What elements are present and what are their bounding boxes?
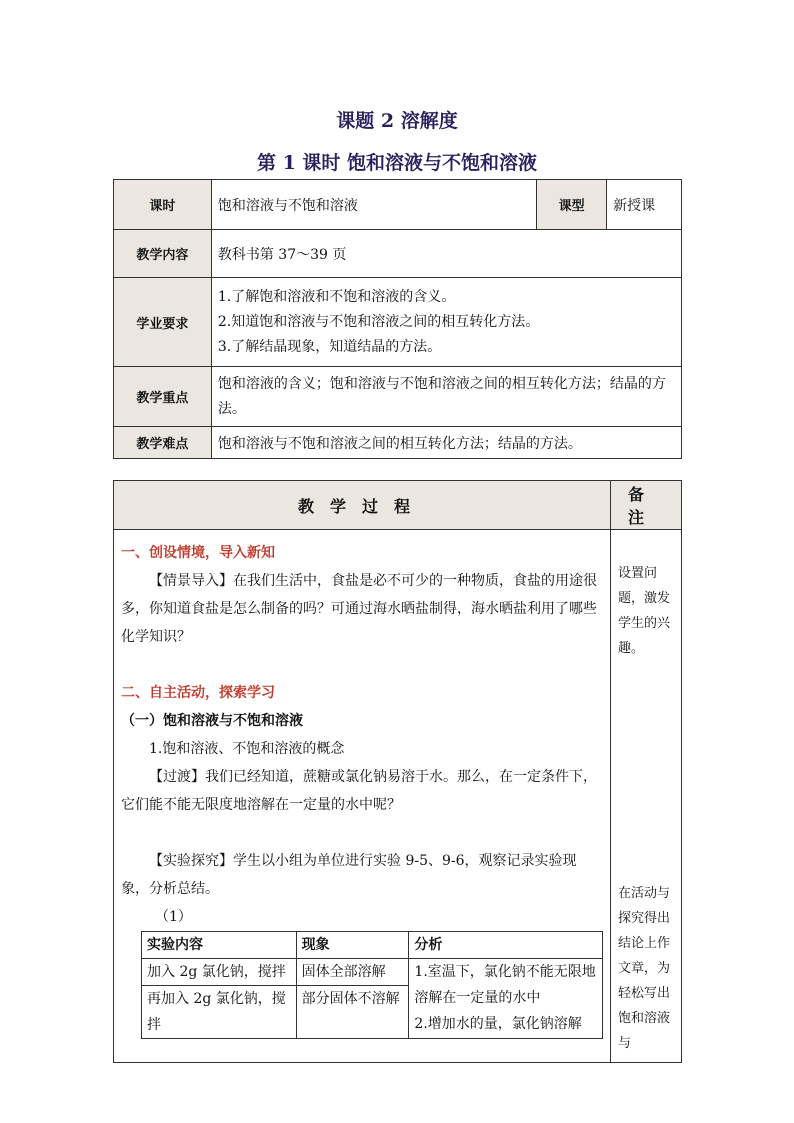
table-row	[142, 959, 603, 986]
process-header: 教学过程	[114, 481, 611, 530]
key-label: 教学重点	[114, 367, 212, 427]
type-label: 课型	[537, 180, 607, 230]
exp-cell-content: 加入 2g 氯化钠，搅拌	[142, 959, 297, 986]
exp-cell-phenomenon: 部分固体不溶解	[296, 986, 409, 1039]
req-label: 学业要求	[114, 278, 212, 367]
exp-cell-phenomenon: 固体全部溶解	[296, 959, 409, 986]
note-1: 设置问题，激发学生的兴趣。	[618, 566, 671, 656]
exp-header-analysis: 分析	[409, 932, 603, 959]
keshi-value: 饱和溶液与不饱和溶液	[211, 180, 536, 230]
intro-paragraph: 【情景导入】在我们生活中，食盐是必不可少的一种物质，食盐的用途很多，你知道食盐是怎么制备的吗？可通过海水晒盐制得，海水晒盐利用了哪些化学知识？	[121, 573, 597, 645]
req-item: 1.了解饱和溶液和不饱和溶液的含义。	[217, 288, 456, 305]
row-keshi	[114, 180, 682, 230]
diff-value: 饱和溶液与不饱和溶液之间的相互转化方法；结晶的方法。	[211, 427, 681, 459]
exp-cell-analysis	[409, 959, 603, 1039]
exp-cell-content: 再加入 2g 氯化钠，搅拌	[142, 986, 297, 1039]
req-item: 2.知道饱和溶液与不饱和溶液之间的相互转化方法。	[217, 313, 540, 330]
process-content	[115, 531, 609, 1039]
row-difficulties	[114, 427, 682, 459]
analysis-line: 2.增加水的量，氯化钠溶解	[414, 1016, 582, 1032]
row-key-points	[114, 367, 682, 427]
transition-paragraph: 【过渡】我们已经知道，蔗糖或氯化钠易溶于水。那么，在一定条件下，它们能不能无限度地溶解在一定量的水中呢？	[121, 769, 597, 813]
explore-paragraph: 【实验探究】学生以小组为单位进行实验 9-5、9-6，观察记录实验现象，分析总结。	[121, 853, 577, 897]
req-list	[211, 278, 681, 367]
content-value: 教科书第 37～39 页	[211, 230, 681, 278]
period-title: 第 1 课时 饱和溶液与不饱和溶液	[256, 152, 538, 174]
req-item: 3.了解结晶现象，知道结晶的方法。	[217, 338, 442, 355]
lesson-info-table	[113, 179, 682, 459]
keshi-label: 课时	[114, 180, 212, 230]
notes-column	[612, 531, 680, 1061]
section-2-heading: 二、自主活动，探索学习	[121, 685, 275, 701]
note-2: 在活动与探究得出结论上作文章，为轻松写出饱和溶液与	[618, 886, 671, 1051]
concept-heading: 1.饱和溶液、不饱和溶液的概念	[149, 741, 345, 757]
type-value: 新授课	[607, 180, 682, 230]
analysis-line: 1.室温下，氯化钠不能无限地溶解在一定量的水中	[414, 964, 596, 1006]
row-requirements	[114, 278, 682, 367]
exp-header-phenomenon: 现象	[296, 932, 409, 959]
key-value: 饱和溶液的含义；饱和溶液与不饱和溶液之间的相互转化方法；结晶的方法。	[211, 367, 681, 427]
exp-header-content: 实验内容	[142, 932, 297, 959]
content-label: 教学内容	[114, 230, 212, 278]
lesson-title: 课题 2 溶解度	[336, 110, 458, 132]
subsection-1-heading: （一）饱和溶液与不饱和溶液	[121, 713, 303, 729]
section-1-heading: 一、创设情境，导入新知	[121, 545, 275, 561]
row-content	[114, 230, 682, 278]
teaching-process-table	[113, 480, 682, 1063]
notes-header: 备注	[611, 481, 682, 530]
diff-label: 教学难点	[114, 427, 212, 459]
experiment-table	[141, 931, 603, 1039]
experiment-number: （1）	[155, 909, 192, 925]
